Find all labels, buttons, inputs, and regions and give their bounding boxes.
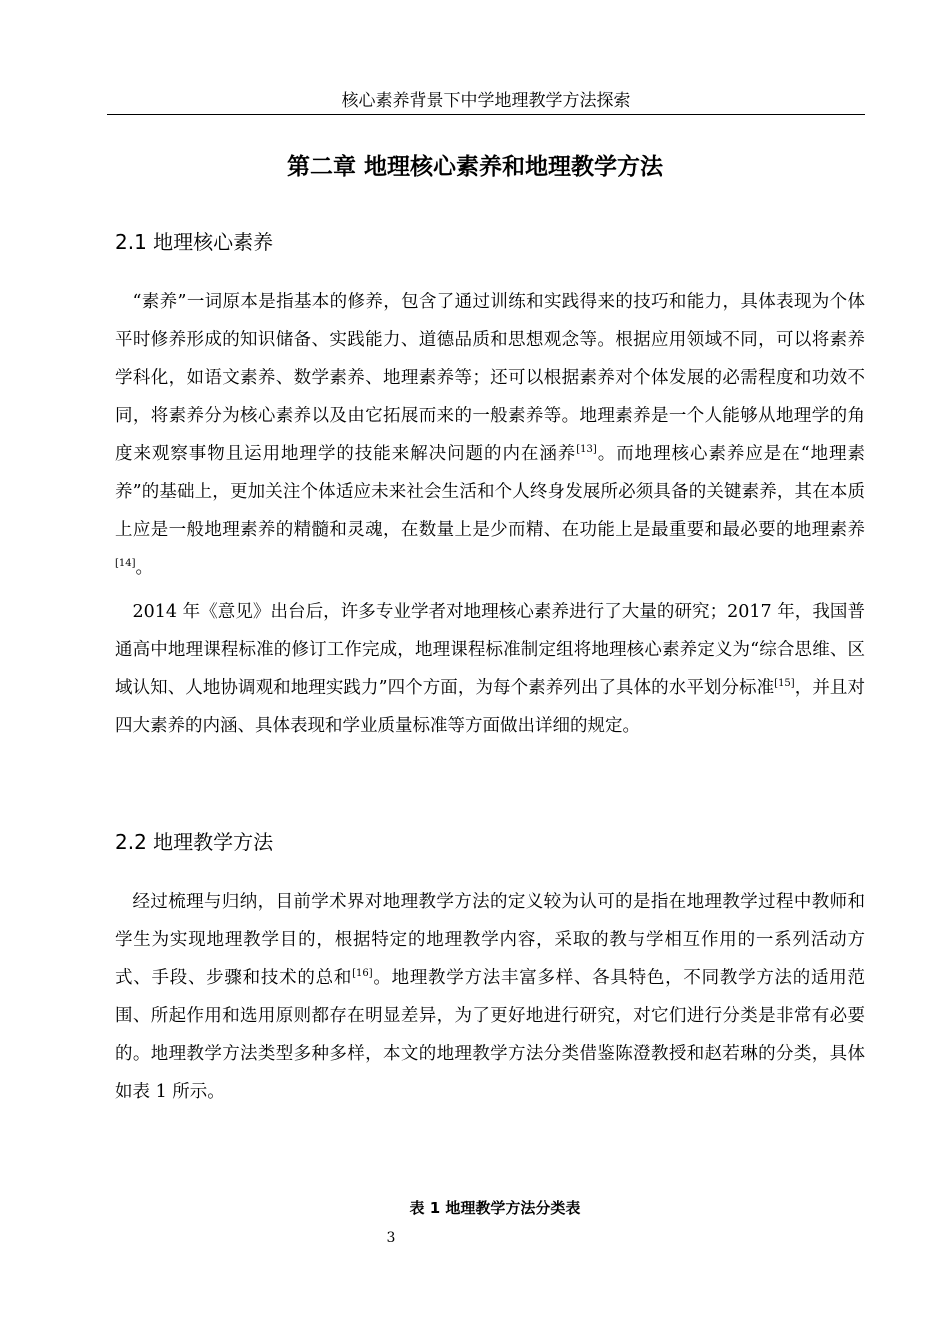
citation-13: [13] bbox=[576, 444, 597, 456]
paragraph-text: 2014 年《意见》出台后，许多专业学者对地理核心素养进行了大量的研究；2017 年，我国普通高中地理课程标准的修订工作完成，地理课程标准制定组将地理核心素养定义为“综合思维、区域认知、人地协调观和地理实践力”四个方面，为每个素养列出了具体的水平划分标准 bbox=[115, 602, 865, 698]
section-heading-2-1: 2.1 地理核心素养 bbox=[115, 230, 274, 254]
paragraph-2-1-a bbox=[115, 283, 865, 587]
paragraph-text: “素养”一词原本是指基本的修养，包含了通过训练和实践得来的技巧和能力，具体表现为个体平时修养形成的知识储备、实践能力、道德品质和思想观念等。根据应用领域不同，可以将素养学科化，如语文素养、数学素养、地理素养等；还可以根据素养对个体发展的必需程度和功效不同，将素养分为核心素养以及由它拓展而来的一般素养等。地理素养是一个人能够从地理学的角度来观察事物且运用地理学的技能来解决问题的内在涵养 bbox=[115, 292, 865, 464]
running-title: 核心素养背景下中学地理教学方法探索 bbox=[341, 91, 631, 111]
running-header bbox=[107, 88, 865, 115]
section-heading-2-2: 2.2 地理教学方法 bbox=[115, 830, 274, 854]
paragraph-2-2-a bbox=[115, 883, 865, 1111]
citation-16: [16] bbox=[352, 968, 373, 980]
paragraph-2-1-b bbox=[115, 593, 865, 745]
paragraph-text: 经过梳理与归纳，目前学术界对地理教学方法的定义较为认可的是指在地理教学过程中教师和学生为实现地理教学目的，根据特定的地理教学内容，采取的教与学相互作用的一系列活动方式、手段、步骤和技术的总和 bbox=[115, 892, 865, 988]
paragraph-text: 。而地理核心素养应是在“地理素养”的基础上，更加关注个体适应未来社会生活和个人终身发展所必须具备的关键素养，其在本质上应是一般地理素养的精髓和灵魂，在数量上是少而精、在功能上是最重要和最必要的地理素养 bbox=[115, 444, 865, 540]
paragraph-text: 。 bbox=[135, 558, 154, 578]
paragraph-text: 。地理教学方法丰富多样、各具特色，不同教学方法的适用范围、所起作用和选用原则都存在明显差异，为了更好地进行研究，对它们进行分类是非常有必要的。地理教学方法类型多种多样，本文的地理教学方法分类借鉴陈澄教授和赵若琳的分类，具体如表 1 所示。 bbox=[115, 968, 865, 1102]
chapter-title: 第二章 地理核心素养和地理教学方法 bbox=[286, 154, 663, 180]
paragraph-text: ，并且对四大素养的内涵、具体表现和学业质量标准等方面做出详细的规定。 bbox=[115, 678, 865, 736]
table-caption: 表 1 地理教学方法分类表 bbox=[409, 1199, 581, 1217]
page-number: 3 bbox=[386, 1230, 396, 1246]
citation-15: [15] bbox=[774, 678, 795, 690]
citation-14: [14] bbox=[115, 558, 136, 570]
